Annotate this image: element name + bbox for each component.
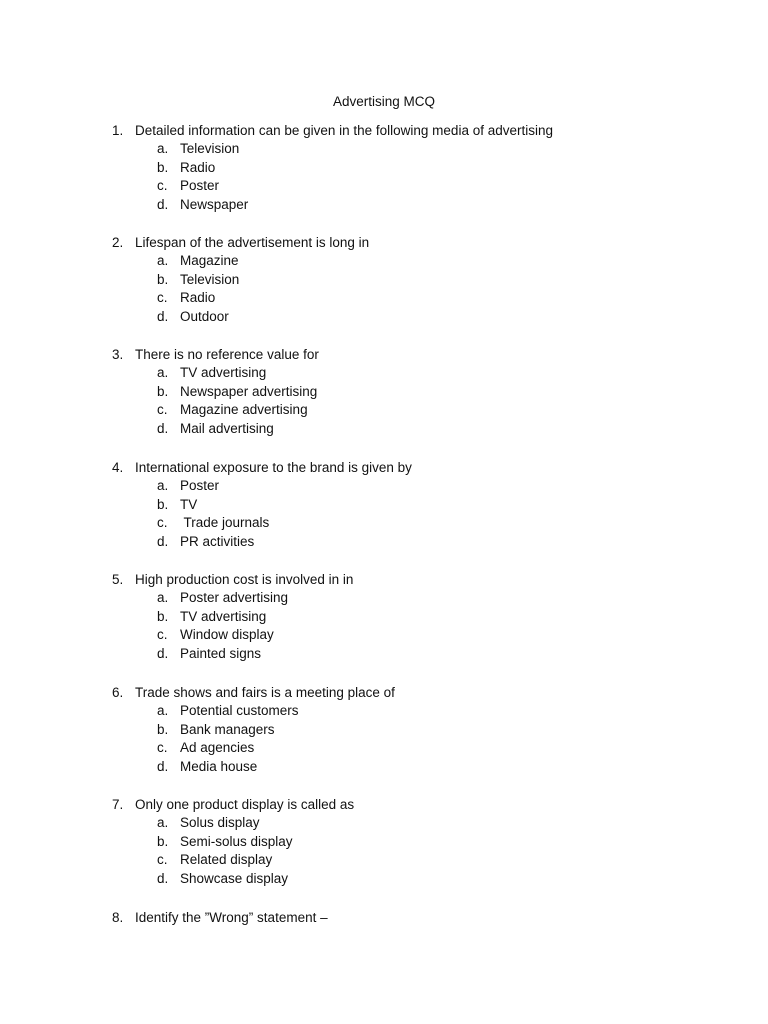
option-text: Window display <box>180 627 274 643</box>
option-text: Outdoor <box>180 309 229 325</box>
option-c <box>0 401 768 420</box>
question-text: International exposure to the brand is given by <box>135 460 412 475</box>
option-letter: c. <box>157 402 168 418</box>
question-number: 3. <box>112 347 124 362</box>
option-text: Related display <box>180 852 273 868</box>
option-d <box>0 420 768 439</box>
option-letter: a. <box>157 590 169 605</box>
question-number: 8. <box>112 910 124 925</box>
option-letter: a. <box>157 253 169 268</box>
question-8 <box>0 908 768 927</box>
option-text: TV advertising <box>180 608 267 624</box>
option-letter: b. <box>157 383 169 399</box>
option-letter: d. <box>157 759 169 775</box>
option-a <box>0 364 768 383</box>
option-text: Semi-solus display <box>180 833 293 849</box>
option-text: Showcase display <box>180 871 289 887</box>
question-number: 6. <box>112 685 124 700</box>
question-3 <box>0 345 768 439</box>
option-d <box>0 758 768 777</box>
question-text: Detailed information can be given in the following media of advertising <box>135 123 553 138</box>
option-b <box>0 608 768 627</box>
question-text: Lifespan of the advertisement is long in <box>135 235 370 250</box>
option-text: Bank managers <box>180 721 275 737</box>
option-letter: c. <box>157 740 168 756</box>
option-text: Painted signs <box>180 646 262 662</box>
option-text: Poster <box>180 178 220 194</box>
question-7 <box>0 795 768 889</box>
question-number: 7. <box>112 797 124 812</box>
option-letter: d. <box>157 871 169 887</box>
option-letter: b. <box>157 608 169 624</box>
option-letter: c. <box>157 290 168 306</box>
question-stem <box>0 908 768 927</box>
option-text: Ad agencies <box>180 740 255 756</box>
option-text: Newspaper <box>180 197 249 213</box>
option-letter: b. <box>157 159 169 175</box>
option-c <box>0 851 768 870</box>
option-d <box>0 196 768 215</box>
option-text: Television <box>180 271 240 287</box>
option-text: Mail advertising <box>180 421 274 437</box>
option-text: Poster advertising <box>180 590 289 605</box>
question-text: There is no reference value for <box>135 347 319 362</box>
option-text: Trade journals <box>180 515 270 531</box>
option-c <box>0 177 768 196</box>
option-text: Magazine advertising <box>180 402 308 418</box>
option-d <box>0 308 768 327</box>
question-4 <box>0 458 768 552</box>
question-6 <box>0 683 768 777</box>
option-letter: b. <box>157 721 169 737</box>
option-text: Potential customers <box>180 703 299 718</box>
option-a <box>0 140 768 159</box>
option-letter: a. <box>157 703 169 718</box>
question-number: 1. <box>112 123 124 138</box>
question-stem <box>0 458 768 477</box>
option-a <box>0 252 768 271</box>
option-letter: c. <box>157 852 168 868</box>
option-b <box>0 721 768 740</box>
option-b <box>0 383 768 402</box>
option-letter: b. <box>157 496 169 512</box>
question-text: Only one product display is called as <box>135 797 355 812</box>
option-text: Solus display <box>180 815 260 830</box>
question-1 <box>0 121 768 215</box>
question-stem <box>0 683 768 702</box>
option-text: Media house <box>180 759 258 775</box>
option-c <box>0 626 768 645</box>
question-5 <box>0 570 768 664</box>
option-text: Radio <box>180 159 216 175</box>
option-letter: a. <box>157 365 169 380</box>
option-letter: b. <box>157 833 169 849</box>
option-b <box>0 159 768 178</box>
option-letter: a. <box>157 478 169 493</box>
question-2 <box>0 233 768 327</box>
option-letter: c. <box>157 178 168 194</box>
question-number: 2. <box>112 235 124 250</box>
option-d <box>0 533 768 552</box>
question-number: 5. <box>112 572 124 587</box>
option-text: Radio <box>180 290 216 306</box>
question-stem <box>0 345 768 364</box>
option-text: TV <box>180 496 198 512</box>
option-b <box>0 271 768 290</box>
option-text: Television <box>180 141 240 156</box>
option-d <box>0 870 768 889</box>
question-text: High production cost is involved in in <box>135 572 354 587</box>
question-stem <box>0 795 768 814</box>
question-text: Trade shows and fairs is a meeting place of <box>135 685 395 700</box>
option-a <box>0 814 768 833</box>
option-text: Magazine <box>180 253 239 268</box>
option-a <box>0 477 768 496</box>
option-a <box>0 589 768 608</box>
option-letter: a. <box>157 815 169 830</box>
question-stem <box>0 233 768 252</box>
option-text: Poster <box>180 478 220 493</box>
option-a <box>0 702 768 721</box>
option-text: TV advertising <box>180 365 267 380</box>
option-text: PR activities <box>180 534 255 550</box>
option-c <box>0 514 768 533</box>
option-letter: b. <box>157 271 169 287</box>
option-letter: a. <box>157 141 169 156</box>
option-b <box>0 833 768 852</box>
option-letter: d. <box>157 534 169 550</box>
option-letter: d. <box>157 197 169 213</box>
option-letter: d. <box>157 646 169 662</box>
option-letter: d. <box>157 421 169 437</box>
option-text: Newspaper advertising <box>180 383 318 399</box>
document-title: Advertising MCQ <box>332 94 436 109</box>
question-number: 4. <box>112 460 124 475</box>
question-text: Identify the ”Wrong” statement – <box>135 910 328 925</box>
option-c <box>0 289 768 308</box>
option-letter: d. <box>157 309 169 325</box>
option-b <box>0 496 768 515</box>
question-stem <box>0 121 768 140</box>
option-letter: c. <box>157 627 168 643</box>
option-c <box>0 739 768 758</box>
option-letter: c. <box>157 515 168 531</box>
option-d <box>0 645 768 664</box>
question-stem <box>0 570 768 589</box>
